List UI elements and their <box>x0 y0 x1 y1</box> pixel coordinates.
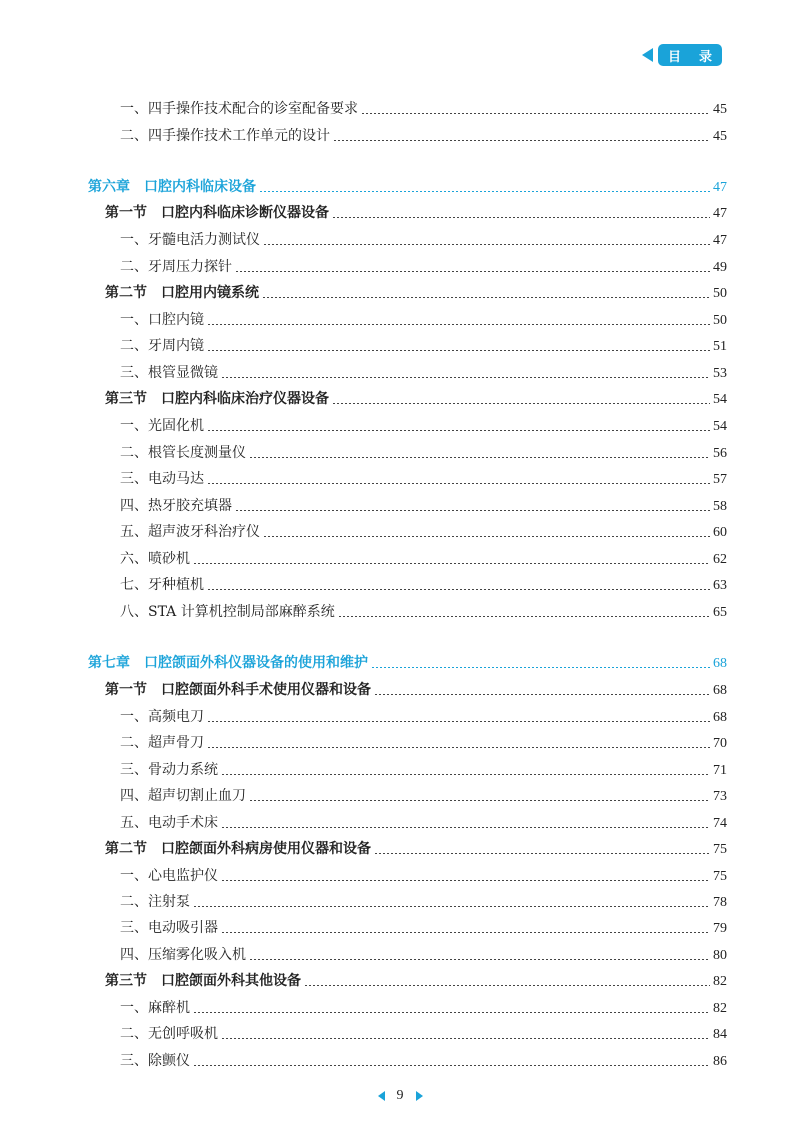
toc-entry-title: 第二节 口腔颌面外科病房使用仪器和设备 <box>105 841 371 857</box>
left-arrow-icon <box>642 48 653 62</box>
dot-leader <box>207 721 710 722</box>
dot-leader <box>221 827 710 828</box>
toc-entry-title: 二、牙周内镜 <box>120 338 204 354</box>
toc-chapter[interactable] <box>88 177 727 197</box>
dot-leader <box>361 113 710 114</box>
dot-leader <box>221 932 710 933</box>
toc-item[interactable] <box>120 443 727 463</box>
toc-item[interactable] <box>120 522 727 542</box>
toc-entry-page: 86 <box>713 1054 727 1069</box>
toc-item[interactable] <box>120 257 727 277</box>
toc-entry-page: 51 <box>713 339 727 354</box>
toc-entry-page: 57 <box>713 472 727 487</box>
toc-entry-title: 四、热牙胶充填器 <box>120 498 232 514</box>
toc-entry-title: 六、喷砂机 <box>120 551 190 567</box>
toc-item[interactable] <box>120 416 727 436</box>
toc-entry-title: 二、牙周压力探针 <box>120 259 232 275</box>
toc-entry-title: 第七章 口腔颌面外科仪器设备的使用和维护 <box>88 655 368 671</box>
toc-chapter[interactable] <box>88 653 727 673</box>
toc-entry-page: 78 <box>713 895 727 910</box>
toc-entry-page: 70 <box>713 736 727 751</box>
toc-entry-page: 56 <box>713 446 727 461</box>
dot-leader <box>207 589 710 590</box>
toc-item[interactable] <box>120 945 727 965</box>
dot-leader <box>221 1038 710 1039</box>
toc-entry-title: 四、压缩雾化吸入机 <box>120 947 246 963</box>
toc-entry-title: 三、电动马达 <box>120 471 204 487</box>
toc-entry-page: 49 <box>713 260 727 275</box>
toc-section[interactable] <box>105 839 727 859</box>
toc-item[interactable] <box>120 760 727 780</box>
toc-item[interactable] <box>120 813 727 833</box>
toc-entry-page: 68 <box>713 710 727 725</box>
toc-entry-title: 七、牙种植机 <box>120 577 204 593</box>
toc-item[interactable] <box>120 998 727 1018</box>
toc-entry-title: 三、骨动力系统 <box>120 762 218 778</box>
toc-entry-title: 一、高频电刀 <box>120 709 204 725</box>
dot-leader <box>235 271 710 272</box>
dot-leader <box>332 217 710 218</box>
toc-entry-title: 一、麻醉机 <box>120 1000 190 1016</box>
dot-leader <box>207 483 710 484</box>
toc-entry-page: 65 <box>713 605 727 620</box>
toc-item[interactable] <box>120 575 727 595</box>
dot-leader <box>371 667 710 668</box>
toc-item[interactable] <box>120 496 727 516</box>
toc-entry-title: 二、根管长度测量仪 <box>120 445 246 461</box>
toc-entry-page: 47 <box>713 206 727 221</box>
dot-leader <box>193 1065 710 1066</box>
dot-leader <box>193 563 710 564</box>
dot-leader <box>207 350 710 351</box>
toc-entry-page: 50 <box>713 286 727 301</box>
dot-leader <box>333 140 710 141</box>
toc-item[interactable] <box>120 1024 727 1044</box>
dot-leader <box>249 959 710 960</box>
toc-entry-title: 一、四手操作技术配合的诊室配备要求 <box>120 101 358 117</box>
toc-section[interactable] <box>105 203 727 223</box>
toc-entry-title: 第二节 口腔用内镜系统 <box>105 285 259 301</box>
toc-entry-title: 第三节 口腔内科临床治疗仪器设备 <box>105 391 329 407</box>
toc-entry-title: 三、除颤仪 <box>120 1053 190 1069</box>
dot-leader <box>207 430 710 431</box>
toc-entry-page: 82 <box>713 1001 727 1016</box>
toc-entry-page: 68 <box>713 656 727 671</box>
toc-entry-page: 71 <box>713 763 727 778</box>
toc-entry-title: 一、口腔内镜 <box>120 312 204 328</box>
toc-entry-page: 84 <box>713 1027 727 1042</box>
dot-leader <box>374 853 710 854</box>
dot-leader <box>207 747 710 748</box>
toc-entry-title: 三、根管显微镜 <box>120 365 218 381</box>
toc-entry-page: 80 <box>713 948 727 963</box>
toc-entry-title: 第一节 口腔内科临床诊断仪器设备 <box>105 205 329 221</box>
toc-entry-page: 54 <box>713 419 727 434</box>
toc-entry-page: 47 <box>713 233 727 248</box>
toc-item[interactable] <box>120 336 727 356</box>
toc-entry-page: 75 <box>713 869 727 884</box>
dot-leader <box>263 536 710 537</box>
toc-entry-title: 第六章 口腔内科临床设备 <box>88 179 256 195</box>
dot-leader <box>193 906 710 907</box>
toc-entry-page: 82 <box>713 974 727 989</box>
toc-entry-page: 62 <box>713 552 727 567</box>
toc-entry-page: 47 <box>713 180 727 195</box>
dot-leader <box>207 324 710 325</box>
toc-entry-page: 75 <box>713 842 727 857</box>
toc-item[interactable] <box>120 1051 727 1071</box>
toc-entry-title: 一、光固化机 <box>120 418 204 434</box>
previous-page-icon[interactable] <box>378 1091 385 1101</box>
dot-leader <box>304 985 710 986</box>
toc-item[interactable] <box>120 707 727 727</box>
toc-header-label-2: 录 <box>698 49 712 65</box>
toc-item[interactable] <box>120 733 727 753</box>
page-number: 9 <box>396 1088 404 1103</box>
toc-entry-title: 八、STA 计算机控制局部麻醉系统 <box>120 604 335 620</box>
toc-entry-page: 45 <box>713 129 727 144</box>
toc-item[interactable] <box>120 310 727 330</box>
toc-section[interactable] <box>105 971 727 991</box>
toc-item[interactable] <box>120 866 727 886</box>
toc-item[interactable] <box>120 602 727 622</box>
toc-item[interactable] <box>120 892 727 912</box>
dot-leader <box>249 457 710 458</box>
toc-entry-title: 五、电动手术床 <box>120 815 218 831</box>
dot-leader <box>221 880 710 881</box>
toc-entry-page: 73 <box>713 789 727 804</box>
dot-leader <box>374 694 710 695</box>
toc-entry-title: 二、超声骨刀 <box>120 735 204 751</box>
toc-entry-page: 74 <box>713 816 727 831</box>
dot-leader <box>338 616 710 617</box>
toc-item[interactable] <box>120 918 727 938</box>
toc-entry-title: 第一节 口腔颌面外科手术使用仪器和设备 <box>105 682 371 698</box>
toc-item[interactable] <box>120 549 727 569</box>
toc-entry-page: 45 <box>713 102 727 117</box>
toc-entry-page: 79 <box>713 921 727 936</box>
toc-entry-page: 68 <box>713 683 727 698</box>
toc-item[interactable] <box>120 786 727 806</box>
toc-entry-title: 一、牙髓电活力测试仪 <box>120 232 260 248</box>
toc-item[interactable] <box>120 99 727 119</box>
toc-entry-title: 二、无创呼吸机 <box>120 1026 218 1042</box>
page-footer <box>0 1088 800 1104</box>
dot-leader <box>221 377 710 378</box>
next-page-icon[interactable] <box>416 1091 423 1101</box>
dot-leader <box>262 297 710 298</box>
dot-leader <box>249 800 710 801</box>
toc-entry-title: 三、电动吸引器 <box>120 920 218 936</box>
toc-section[interactable] <box>105 283 727 303</box>
toc-entry-page: 54 <box>713 392 727 407</box>
toc-entry-title: 二、注射泵 <box>120 894 190 910</box>
toc-section[interactable] <box>105 389 727 409</box>
dot-leader <box>259 191 710 192</box>
toc-section[interactable] <box>105 680 727 700</box>
toc-entry-page: 60 <box>713 525 727 540</box>
toc-item[interactable] <box>120 126 727 146</box>
toc-entry-page: 63 <box>713 578 727 593</box>
dot-leader <box>221 774 710 775</box>
toc-entry-page: 58 <box>713 499 727 514</box>
toc-entry-page: 53 <box>713 366 727 381</box>
dot-leader <box>235 510 710 511</box>
toc-item[interactable] <box>120 363 727 383</box>
toc-header-pill <box>658 44 722 66</box>
toc-entry-title: 二、四手操作技术工作单元的设计 <box>120 128 330 144</box>
toc-entry-title: 五、超声波牙科治疗仪 <box>120 524 260 540</box>
toc-entry-title: 一、心电监护仪 <box>120 868 218 884</box>
toc-header-badge <box>642 44 722 66</box>
dot-leader <box>263 244 710 245</box>
toc-entry-title: 四、超声切割止血刀 <box>120 788 246 804</box>
toc-item[interactable] <box>120 230 727 250</box>
toc-entry-page: 50 <box>713 313 727 328</box>
dot-leader <box>193 1012 710 1013</box>
dot-leader <box>332 403 710 404</box>
toc-item[interactable] <box>120 469 727 489</box>
toc-header-label-1: 目 <box>668 49 682 65</box>
toc-entry-title: 第三节 口腔颌面外科其他设备 <box>105 973 301 989</box>
